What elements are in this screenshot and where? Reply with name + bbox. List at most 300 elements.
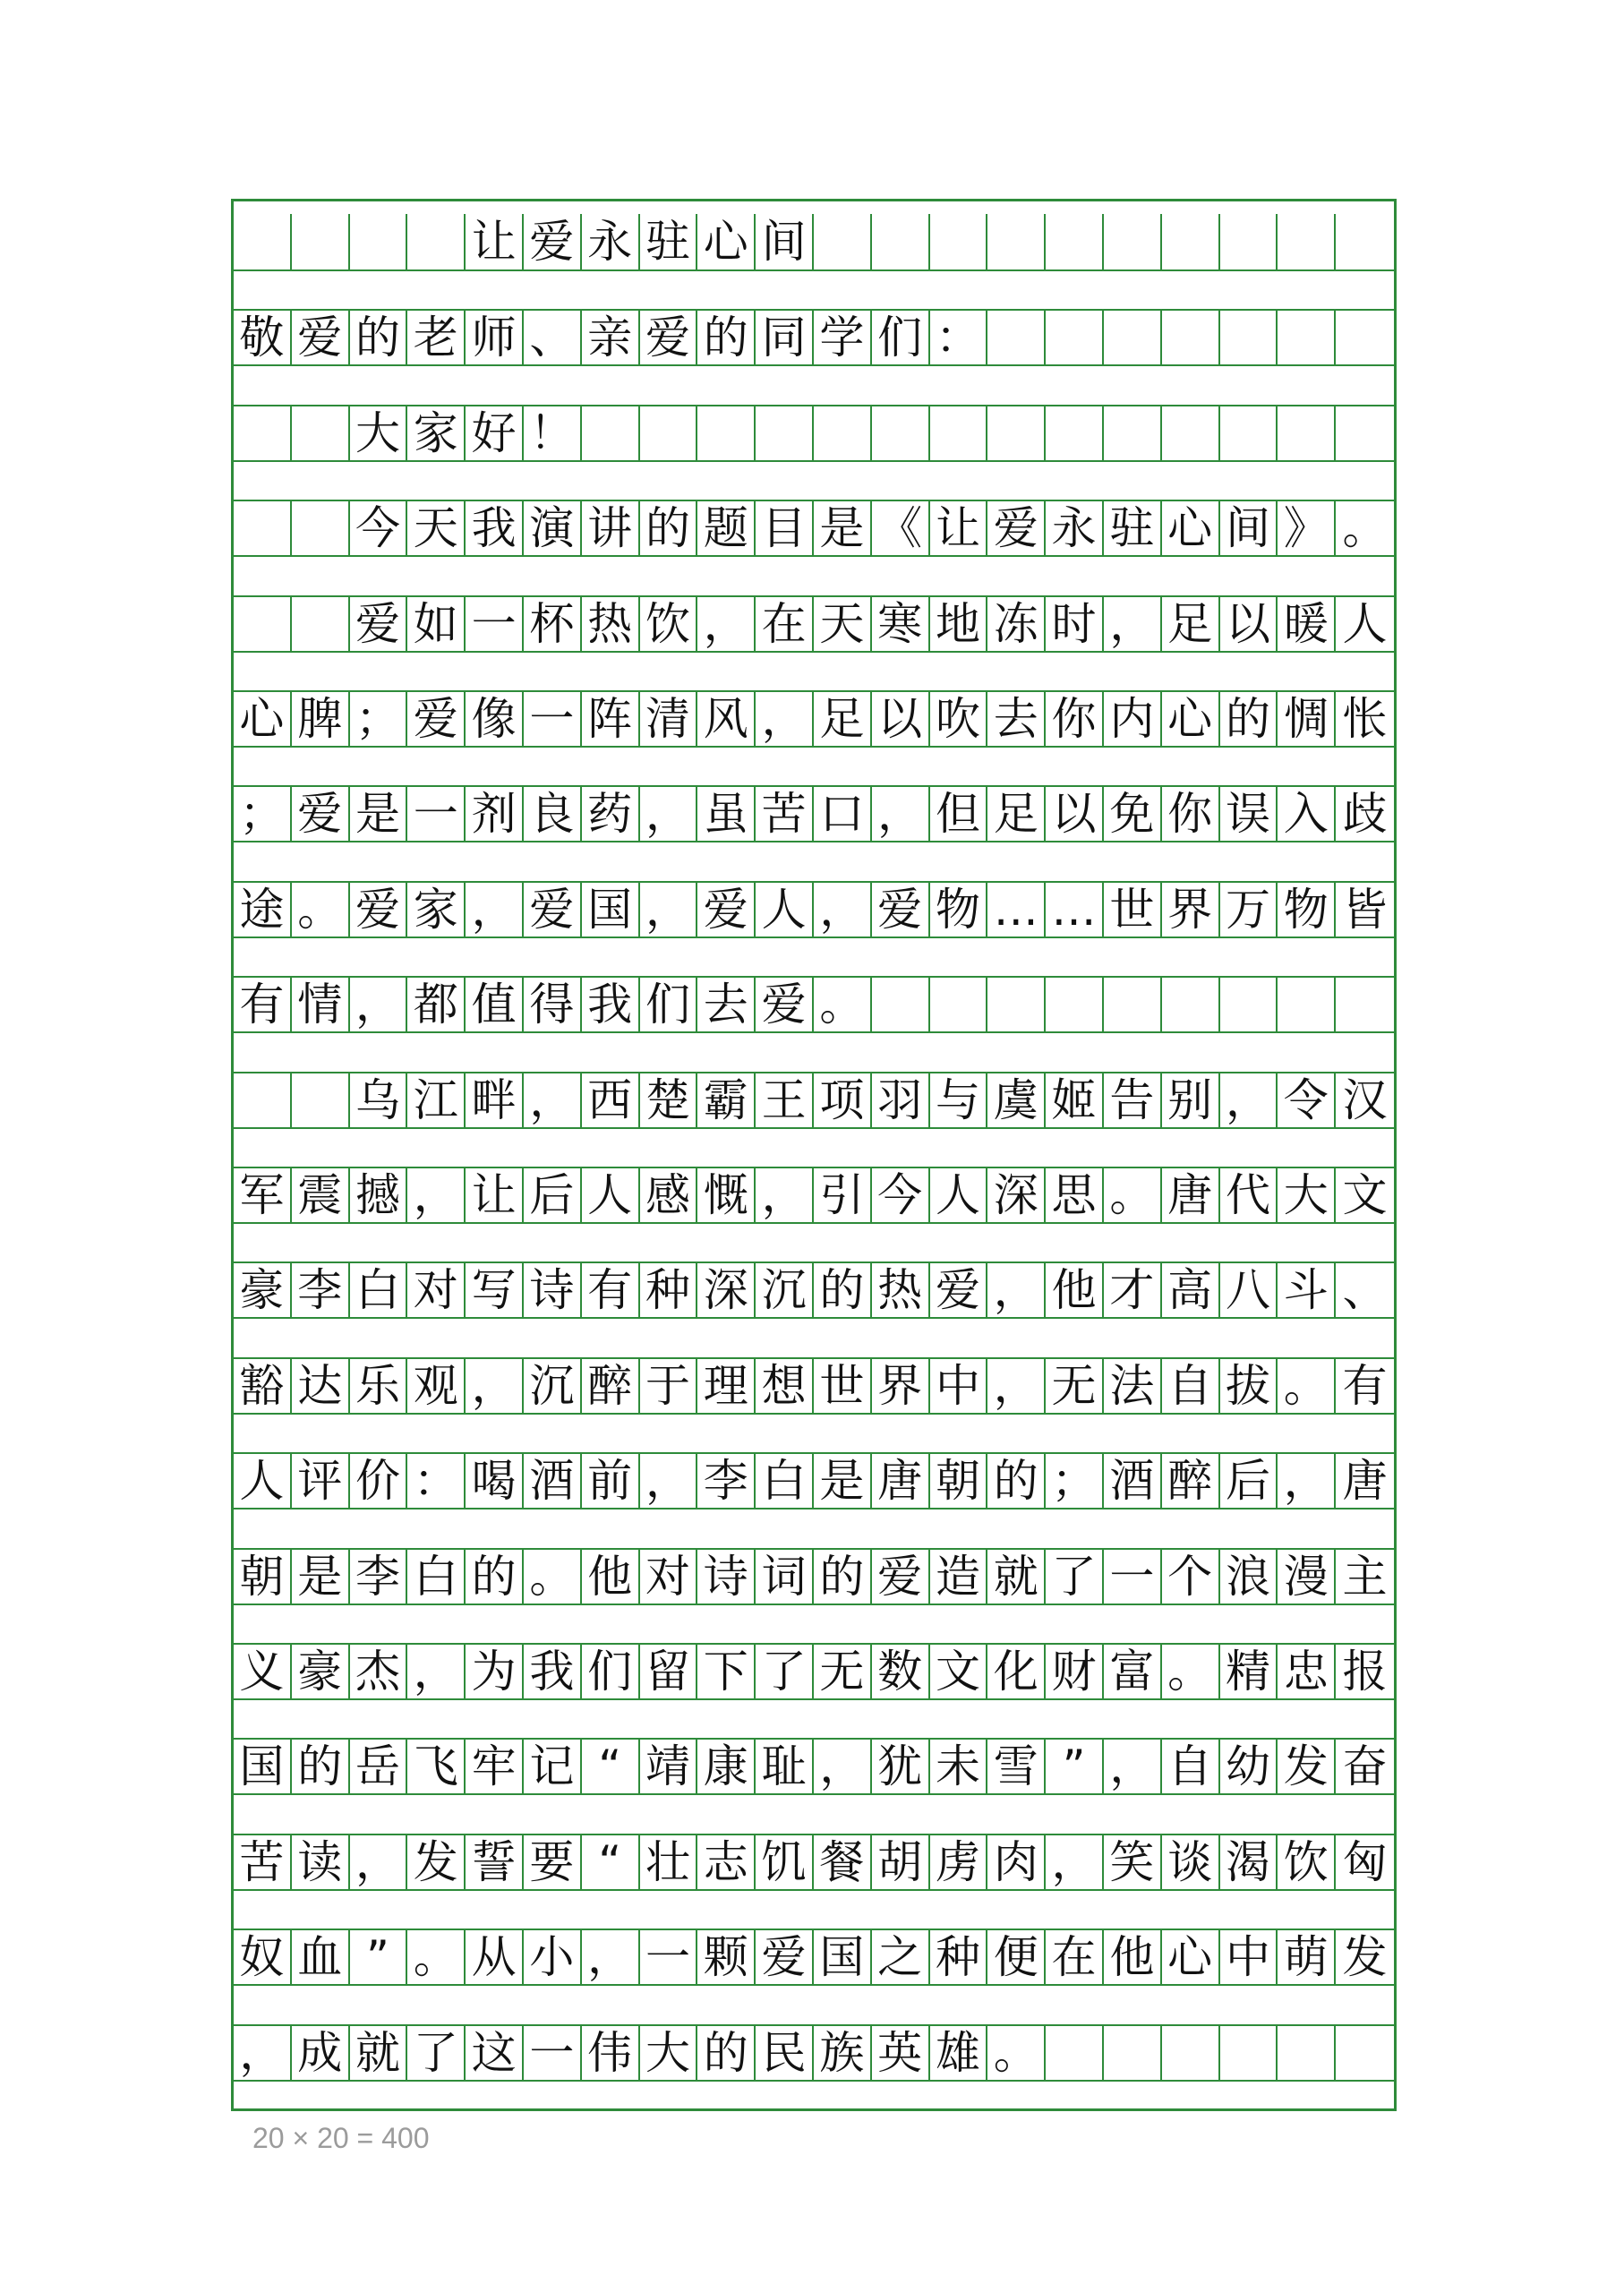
grid-cell: 以 xyxy=(872,692,930,746)
grid-cell: 发 xyxy=(1278,1740,1336,1793)
grid-cell: 对 xyxy=(640,1550,698,1604)
grid-cell: 羽 xyxy=(872,1073,930,1127)
grid-cell: 李 xyxy=(292,1263,350,1317)
grid-cell: 杯 xyxy=(524,597,582,651)
grid-cell xyxy=(872,406,930,460)
grid-cell: 主 xyxy=(1342,1550,1388,1603)
grid-cell: “ xyxy=(582,1835,640,1889)
grid-cell: 苦 xyxy=(756,787,814,841)
grid-cell: ， xyxy=(524,1073,582,1127)
grid-cell: 醉 xyxy=(1162,1454,1220,1508)
grid-cell: ， xyxy=(1104,1740,1162,1793)
grid-cell: 文 xyxy=(1342,1169,1388,1221)
grid-row xyxy=(234,1452,1394,1509)
grid-cell: 未 xyxy=(930,1740,988,1793)
grid-cell: 靖 xyxy=(640,1740,698,1793)
grid-cell xyxy=(987,406,1046,460)
grid-cell: 忠 xyxy=(1278,1645,1336,1698)
grid-cell: 财 xyxy=(1046,1645,1104,1698)
grid-cell xyxy=(1104,406,1162,460)
grid-cell: 们 xyxy=(582,1645,640,1698)
grid-cell: 飞 xyxy=(407,1740,466,1793)
grid-cell: 大 xyxy=(640,2026,698,2080)
grid-cell xyxy=(292,501,350,555)
grid-cell xyxy=(1220,978,1278,1031)
grid-cell: 学 xyxy=(814,311,872,364)
grid-cell: 风 xyxy=(697,692,756,746)
grid-cell xyxy=(1336,2026,1394,2080)
grid-cell xyxy=(1162,311,1220,364)
grid-cell: 词 xyxy=(756,1550,814,1604)
grid-cell xyxy=(1220,406,1278,460)
grid-cell: 的 xyxy=(697,2026,756,2080)
grid-cell: ！ xyxy=(524,406,582,460)
grid-cell xyxy=(1220,2026,1278,2080)
grid-cell: ” xyxy=(1046,1740,1104,1793)
grid-cell: 慨 xyxy=(697,1168,756,1222)
grid-cell: 是 xyxy=(814,1454,872,1508)
grid-cell: 江 xyxy=(407,1073,466,1127)
grid-cell: ， xyxy=(234,2026,292,2080)
grid-cell: 饥 xyxy=(756,1835,814,1889)
grid-cell: 爱 xyxy=(872,883,930,936)
grid-cell: 楚 xyxy=(640,1073,698,1127)
grid-cell: 留 xyxy=(640,1645,698,1698)
grid-row xyxy=(234,1072,1394,1129)
grid-cell: 间 xyxy=(756,214,814,269)
grid-cell: 的 xyxy=(697,311,756,364)
grid-row xyxy=(234,785,1394,842)
grid-cell: 一 xyxy=(407,787,466,841)
grid-cell: 种 xyxy=(930,1930,988,1984)
grid-cell: 观 xyxy=(407,1359,466,1413)
grid-cell: ， xyxy=(987,1263,1046,1317)
grid-cell: 免 xyxy=(1104,787,1162,841)
grid-cell: 就 xyxy=(350,2026,408,2080)
grid-cell: 了 xyxy=(756,1645,814,1698)
grid-cell: 爱 xyxy=(640,311,698,364)
grid-cell: 驻 xyxy=(1104,501,1162,555)
grid-cell: 剂 xyxy=(466,787,524,841)
grid-cell: 是 xyxy=(350,787,408,841)
grid-cell xyxy=(234,501,292,555)
grid-cell xyxy=(697,406,756,460)
grid-cell: 得 xyxy=(524,978,582,1031)
grid-cell xyxy=(292,406,350,460)
grid-cell: 犹 xyxy=(872,1740,930,1793)
grid-cell xyxy=(1336,214,1394,269)
grid-cell: 有 xyxy=(582,1263,640,1317)
grid-cell: 都 xyxy=(407,978,466,1031)
grid-cell: 清 xyxy=(640,692,698,746)
grid-cell: 下 xyxy=(697,1645,756,1698)
grid-cell: ， xyxy=(350,978,408,1031)
grid-cell: 汉 xyxy=(1342,1073,1388,1126)
grid-cell: 这 xyxy=(466,2026,524,2080)
grid-cell xyxy=(1278,406,1336,460)
grid-row xyxy=(234,2024,1394,2082)
grid-cell xyxy=(1046,978,1104,1031)
grid-cell: 自 xyxy=(1162,1740,1220,1793)
grid-cell: 为 xyxy=(466,1645,524,1698)
grid-cell: 一 xyxy=(640,1930,698,1984)
grid-cell: 心 xyxy=(697,214,756,269)
grid-cell: 他 xyxy=(1104,1930,1162,1984)
grid-cell: 餐 xyxy=(814,1835,872,1889)
grid-cell: 酒 xyxy=(1104,1454,1162,1508)
grid-cell: 后 xyxy=(524,1168,582,1222)
grid-cell: 富 xyxy=(1104,1645,1162,1698)
grid-cell: 豪 xyxy=(234,1263,292,1317)
grid-cell: 我 xyxy=(524,1645,582,1698)
grid-row xyxy=(234,214,1394,271)
grid-cell xyxy=(1278,311,1336,364)
grid-cell: 爱 xyxy=(292,311,350,364)
grid-cell: 爱 xyxy=(524,883,582,936)
grid-cell: 永 xyxy=(1046,501,1104,555)
grid-cell xyxy=(930,978,988,1031)
grid-cell: 高 xyxy=(1162,1263,1220,1317)
grid-cell: 达 xyxy=(292,1359,350,1413)
grid-cell: 敬 xyxy=(234,311,292,364)
grid-cell: 热 xyxy=(872,1263,930,1317)
grid-cell: 谈 xyxy=(1162,1835,1220,1889)
grid-cell: 感 xyxy=(640,1168,698,1222)
grid-cell: 我 xyxy=(582,978,640,1031)
grid-cell: 壮 xyxy=(640,1835,698,1889)
grid-cell: 热 xyxy=(582,597,640,651)
grid-cell: ， xyxy=(697,597,756,651)
grid-cell: 笑 xyxy=(1104,1835,1162,1889)
grid-cell: 他 xyxy=(582,1550,640,1604)
grid-cell xyxy=(1336,978,1394,1031)
grid-cell: 了 xyxy=(407,2026,466,2080)
grid-cell: 情 xyxy=(292,978,350,1031)
grid-cell: 心 xyxy=(1162,1930,1220,1984)
grid-cell: 饮 xyxy=(640,597,698,651)
grid-cell: 世 xyxy=(1104,883,1162,936)
grid-cell: 。 xyxy=(1278,1359,1336,1413)
grid-cell: 康 xyxy=(697,1740,756,1793)
grid-cell: 们 xyxy=(872,311,930,364)
grid-cell: 渴 xyxy=(1220,1835,1278,1889)
grid-cell: 一 xyxy=(524,2026,582,2080)
grid-cell: 间 xyxy=(1220,501,1278,555)
grid-row xyxy=(234,690,1394,748)
grid-cell: 冻 xyxy=(987,597,1046,651)
grid-cell: 的 xyxy=(466,1550,524,1604)
grid-cell: 有 xyxy=(234,978,292,1031)
grid-cell: 发 xyxy=(407,1835,466,1889)
grid-cell: 诗 xyxy=(697,1550,756,1604)
grid-cell: 之 xyxy=(872,1930,930,1984)
grid-cell: 化 xyxy=(987,1645,1046,1698)
grid-cell xyxy=(987,978,1046,1031)
grid-cell: 。 xyxy=(1342,502,1388,555)
grid-cell xyxy=(1162,406,1220,460)
grid-cell: 写 xyxy=(466,1263,524,1317)
grid-cell: 震 xyxy=(292,1168,350,1222)
grid-cell xyxy=(814,214,872,269)
grid-cell: 以 xyxy=(1220,597,1278,651)
grid-cell: 《 xyxy=(872,501,930,555)
grid-cell: 爱 xyxy=(350,883,408,936)
grid-cell: 爱 xyxy=(524,214,582,269)
grid-cell xyxy=(1220,311,1278,364)
grid-cell: 。 xyxy=(814,978,872,1031)
grid-cell: 万 xyxy=(1220,883,1278,936)
grid-cell: 的 xyxy=(292,1740,350,1793)
grid-cell xyxy=(582,406,640,460)
grid-cell: ， xyxy=(1046,1835,1104,1889)
grid-cell: 师 xyxy=(466,311,524,364)
grid-cell: 前 xyxy=(582,1454,640,1508)
grid-cell xyxy=(1104,214,1162,269)
grid-row xyxy=(234,1643,1394,1700)
grid-row xyxy=(234,1261,1394,1319)
grid-cell: 奋 xyxy=(1342,1740,1388,1793)
grid-cell: 爱 xyxy=(872,1550,930,1604)
grid-cell: 亲 xyxy=(582,311,640,364)
grid-cell: 国 xyxy=(582,883,640,936)
grid-cell: 思 xyxy=(1046,1168,1104,1222)
grid-cell: 。 xyxy=(1104,1168,1162,1222)
grid-cell xyxy=(872,978,930,1031)
grid-cell: 雪 xyxy=(987,1740,1046,1793)
grid-cell: 肉 xyxy=(987,1835,1046,1889)
grid-cell: 奴 xyxy=(234,1930,292,1984)
grid-cell: 大 xyxy=(1278,1168,1336,1222)
grid-cell: 唐 xyxy=(1342,1455,1388,1508)
grid-cell: 爱 xyxy=(756,978,814,1031)
grid-cell: 后 xyxy=(1220,1454,1278,1508)
grid-cell xyxy=(292,1073,350,1127)
grid-cell: 时 xyxy=(1046,597,1104,651)
grid-cell: 入 xyxy=(1278,787,1336,841)
grid-cell: 家 xyxy=(407,406,466,460)
grid-cell: 匈 xyxy=(1342,1835,1388,1888)
grid-cell: 种 xyxy=(640,1263,698,1317)
grid-cell: 便 xyxy=(987,1930,1046,1984)
grid-cell xyxy=(930,214,988,269)
grid-cell: 阵 xyxy=(582,692,640,746)
grid-cell: ， xyxy=(466,883,524,936)
grid-cell: 唐 xyxy=(872,1454,930,1508)
grid-cell: 足 xyxy=(1162,597,1220,651)
grid-cell: 途 xyxy=(234,883,292,936)
grid-cell: 精 xyxy=(1220,1645,1278,1698)
grid-cell: 皆 xyxy=(1342,883,1388,936)
grid-cell: 斗 xyxy=(1278,1263,1336,1317)
grid-cell: 誓 xyxy=(466,1835,524,1889)
grid-cell: 让 xyxy=(930,501,988,555)
grid-cell: 同 xyxy=(756,311,814,364)
grid-cell: 内 xyxy=(1104,692,1162,746)
grid-cell xyxy=(930,406,988,460)
grid-cell: 饮 xyxy=(1278,1835,1336,1889)
grid-row xyxy=(234,1738,1394,1795)
grid-cell xyxy=(234,406,292,460)
grid-cell: ， xyxy=(756,1168,814,1222)
grid-cell xyxy=(1046,214,1104,269)
grid-cell: 于 xyxy=(640,1359,698,1413)
grid-cell: 永 xyxy=(582,214,640,269)
grid-cell: 小 xyxy=(524,1930,582,1984)
grid-cell: 、 xyxy=(524,311,582,364)
grid-cell: 深 xyxy=(987,1168,1046,1222)
writing-grid-sheet xyxy=(231,199,1397,2111)
grid-cell: ， xyxy=(407,1168,466,1222)
grid-cell: 国 xyxy=(814,1930,872,1984)
grid-cell xyxy=(407,214,466,269)
grid-cell: 世 xyxy=(814,1359,872,1413)
grid-cell xyxy=(872,214,930,269)
grid-cell: 与 xyxy=(930,1073,988,1127)
grid-row xyxy=(234,1357,1394,1415)
grid-cell: 足 xyxy=(814,692,872,746)
grid-cell: 法 xyxy=(1104,1359,1162,1413)
grid-cell: 白 xyxy=(407,1550,466,1604)
grid-cell: 就 xyxy=(987,1550,1046,1604)
grid-cell: ， xyxy=(1104,597,1162,651)
grid-cell: 是 xyxy=(292,1550,350,1604)
grid-cell: 别 xyxy=(1162,1073,1220,1127)
grid-cell: 朝 xyxy=(930,1454,988,1508)
grid-cell: 爱 xyxy=(987,501,1046,555)
grid-cell: ” xyxy=(350,1930,408,1984)
grid-cell: 们 xyxy=(640,978,698,1031)
grid-cell: 西 xyxy=(582,1073,640,1127)
grid-cell xyxy=(292,214,350,269)
grid-cell: 足 xyxy=(987,787,1046,841)
grid-cell: 。 xyxy=(292,883,350,936)
grid-cell: 人 xyxy=(756,883,814,936)
grid-cell: 的 xyxy=(1220,692,1278,746)
grid-cell: 撼 xyxy=(350,1168,408,1222)
grid-cell: ， xyxy=(466,1359,524,1413)
grid-cell: 地 xyxy=(930,597,988,651)
grid-row xyxy=(234,309,1394,366)
grid-cell: 才 xyxy=(1104,1263,1162,1317)
grid-cell xyxy=(1046,406,1104,460)
grid-cell xyxy=(987,214,1046,269)
grid-cell: 讲 xyxy=(582,501,640,555)
grid-cell: 歧 xyxy=(1342,788,1388,841)
grid-row xyxy=(234,1548,1394,1605)
grid-cell: 演 xyxy=(524,501,582,555)
grid-cell: 拔 xyxy=(1220,1359,1278,1413)
grid-row xyxy=(234,500,1394,557)
grid-row xyxy=(234,1929,1394,1986)
grid-cell: 唐 xyxy=(1162,1168,1220,1222)
grid-cell: 。 xyxy=(407,1930,466,1984)
grid-cell: ， xyxy=(640,883,698,936)
grid-cell xyxy=(1104,311,1162,364)
grid-cell: 家 xyxy=(407,883,466,936)
grid-cell: 要 xyxy=(524,1835,582,1889)
grid-cell: 大 xyxy=(350,406,408,460)
grid-cell: 爱 xyxy=(350,597,408,651)
grid-cell: 让 xyxy=(466,214,524,269)
grid-cell: 胡 xyxy=(872,1835,930,1889)
grid-row xyxy=(234,595,1394,653)
grid-cell: 界 xyxy=(1162,883,1220,936)
grid-cell: 豪 xyxy=(292,1645,350,1698)
grid-cell: ， xyxy=(814,883,872,936)
grid-cell: ， xyxy=(987,1359,1046,1413)
grid-cell: 的 xyxy=(987,1454,1046,1508)
grid-cell: 幼 xyxy=(1220,1740,1278,1793)
grid-cell: ， xyxy=(756,692,814,746)
grid-cell: 天 xyxy=(407,501,466,555)
grid-cell: 吹 xyxy=(930,692,988,746)
grid-cell: 驻 xyxy=(640,214,698,269)
grid-cell: 中 xyxy=(930,1359,988,1413)
grid-cell: 像 xyxy=(466,692,524,746)
grid-cell: 诗 xyxy=(524,1263,582,1317)
grid-cell: 目 xyxy=(756,501,814,555)
grid-cell: ， xyxy=(872,787,930,841)
grid-cell xyxy=(1104,978,1162,1031)
grid-cell: 。 xyxy=(524,1550,582,1604)
grid-cell: 爱 xyxy=(930,1263,988,1317)
grid-cell: 值 xyxy=(466,978,524,1031)
grid-cell: 口 xyxy=(814,787,872,841)
grid-cell: 发 xyxy=(1342,1931,1388,1984)
grid-cell: ： xyxy=(407,1454,466,1508)
grid-cell: 惆 xyxy=(1278,692,1336,746)
grid-cell: 但 xyxy=(930,787,988,841)
grid-row xyxy=(234,976,1394,1033)
grid-cell: ， xyxy=(407,1645,466,1698)
grid-cell: 一 xyxy=(1104,1550,1162,1604)
grid-cell: 的 xyxy=(640,501,698,555)
grid-cell: 白 xyxy=(350,1263,408,1317)
grid-cell: 了 xyxy=(1046,1550,1104,1604)
grid-cell: 一 xyxy=(466,597,524,651)
grid-cell: 人 xyxy=(930,1168,988,1222)
grid-cell: 告 xyxy=(1104,1073,1162,1127)
grid-cell: 浪 xyxy=(1220,1550,1278,1604)
grid-cell: 白 xyxy=(756,1454,814,1508)
grid-cell: 我 xyxy=(466,501,524,555)
grid-cell: 八 xyxy=(1220,1263,1278,1317)
grid-cell: 良 xyxy=(524,787,582,841)
grid-cell: ， xyxy=(814,1740,872,1793)
grid-cell: 的 xyxy=(350,311,408,364)
grid-cell: 国 xyxy=(234,1740,292,1793)
grid-cell: … xyxy=(987,883,1046,936)
grid-cell: 沉 xyxy=(756,1263,814,1317)
grid-cell: 姬 xyxy=(1046,1073,1104,1127)
grid-cell: ， xyxy=(640,787,698,841)
grid-cell: 以 xyxy=(1046,787,1104,841)
grid-row xyxy=(234,881,1394,938)
grid-cell xyxy=(1162,978,1220,1031)
grid-cell: 价 xyxy=(350,1454,408,1508)
grid-cell: 人 xyxy=(234,1454,292,1508)
grid-cell: 岳 xyxy=(350,1740,408,1793)
grid-cell: 今 xyxy=(872,1168,930,1222)
grid-cell: 的 xyxy=(814,1263,872,1317)
grid-cell: 无 xyxy=(1046,1359,1104,1413)
grid-cell: 今 xyxy=(350,501,408,555)
grid-cell xyxy=(292,597,350,651)
grid-cell: 耻 xyxy=(756,1740,814,1793)
grid-cell: 想 xyxy=(756,1359,814,1413)
grid-cell: ， xyxy=(1278,1454,1336,1508)
grid-cell: 你 xyxy=(1162,787,1220,841)
